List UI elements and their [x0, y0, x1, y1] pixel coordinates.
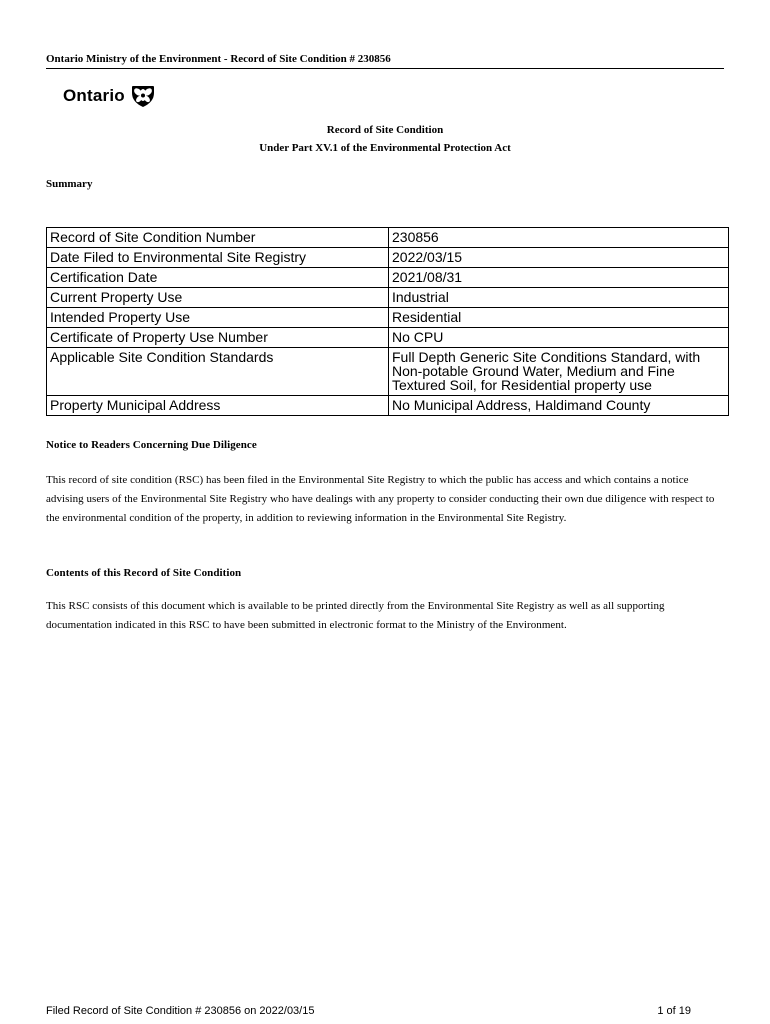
running-header: Ontario Ministry of the Environment - Record of Site Condition # 230856 [46, 52, 724, 69]
table-row [47, 308, 729, 328]
row-label: Property Municipal Address [47, 396, 389, 416]
row-value: Full Depth Generic Site Conditions Standard, with Non-potable Ground Water, Medium and Fine Textured Soil, for Residential property use [389, 348, 729, 396]
table-row [47, 228, 729, 248]
row-value: No CPU [389, 328, 729, 348]
row-value: No Municipal Address, Haldimand County [389, 396, 729, 416]
table-row [47, 396, 729, 416]
row-label: Current Property Use [47, 288, 389, 308]
page-number: 1 of 19 [657, 1005, 691, 1017]
table-row [47, 288, 729, 308]
document-subtitle: Under Part XV.1 of the Environmental Protection Act [259, 142, 511, 154]
row-value: 230856 [389, 228, 729, 248]
summary-heading: Summary [46, 178, 93, 190]
contents-paragraph: This RSC consists of this document which is available to be printed directly from the Environmental Site Registry as well as all supporting documentation indicated in this RSC to have been submitted in electronic format to the Ministry of the Environment. [46, 600, 665, 631]
document-title: Record of Site Condition [326, 124, 444, 136]
trillium-icon [130, 83, 156, 109]
table-row [47, 348, 729, 396]
table-row [47, 328, 729, 348]
row-value: Industrial [389, 288, 729, 308]
row-value: Residential [389, 308, 729, 328]
notice-heading: Notice to Readers Concerning Due Diligence [46, 439, 257, 451]
row-label: Record of Site Condition Number [47, 228, 389, 248]
contents-heading: Contents of this Record of Site Condition [46, 567, 242, 579]
table-row [47, 268, 729, 288]
footer-filed-info: Filed Record of Site Condition # 230856 on 2022/03/15 [46, 1005, 315, 1017]
row-label: Certificate of Property Use Number [47, 328, 389, 348]
row-label: Date Filed to Environmental Site Registry [47, 248, 389, 268]
row-label: Applicable Site Condition Standards [47, 348, 389, 396]
notice-paragraph: This record of site condition (RSC) has been filed in the Environmental Site Registry to which the public has access and which contains a notice advising users of the Environmental Site Registry who have dealings with any property to consider conducting their own due diligence with respect to the environmental condition of the property, in addition to reviewing information in the Environmental Site Registry. [46, 474, 715, 524]
ontario-logo [63, 80, 156, 112]
row-value: 2022/03/15 [389, 248, 729, 268]
row-label: Certification Date [47, 268, 389, 288]
row-value: 2021/08/31 [389, 268, 729, 288]
row-label: Intended Property Use [47, 308, 389, 328]
logo-wordmark: Ontario [63, 86, 125, 105]
table-row [47, 248, 729, 268]
summary-table [46, 227, 729, 416]
